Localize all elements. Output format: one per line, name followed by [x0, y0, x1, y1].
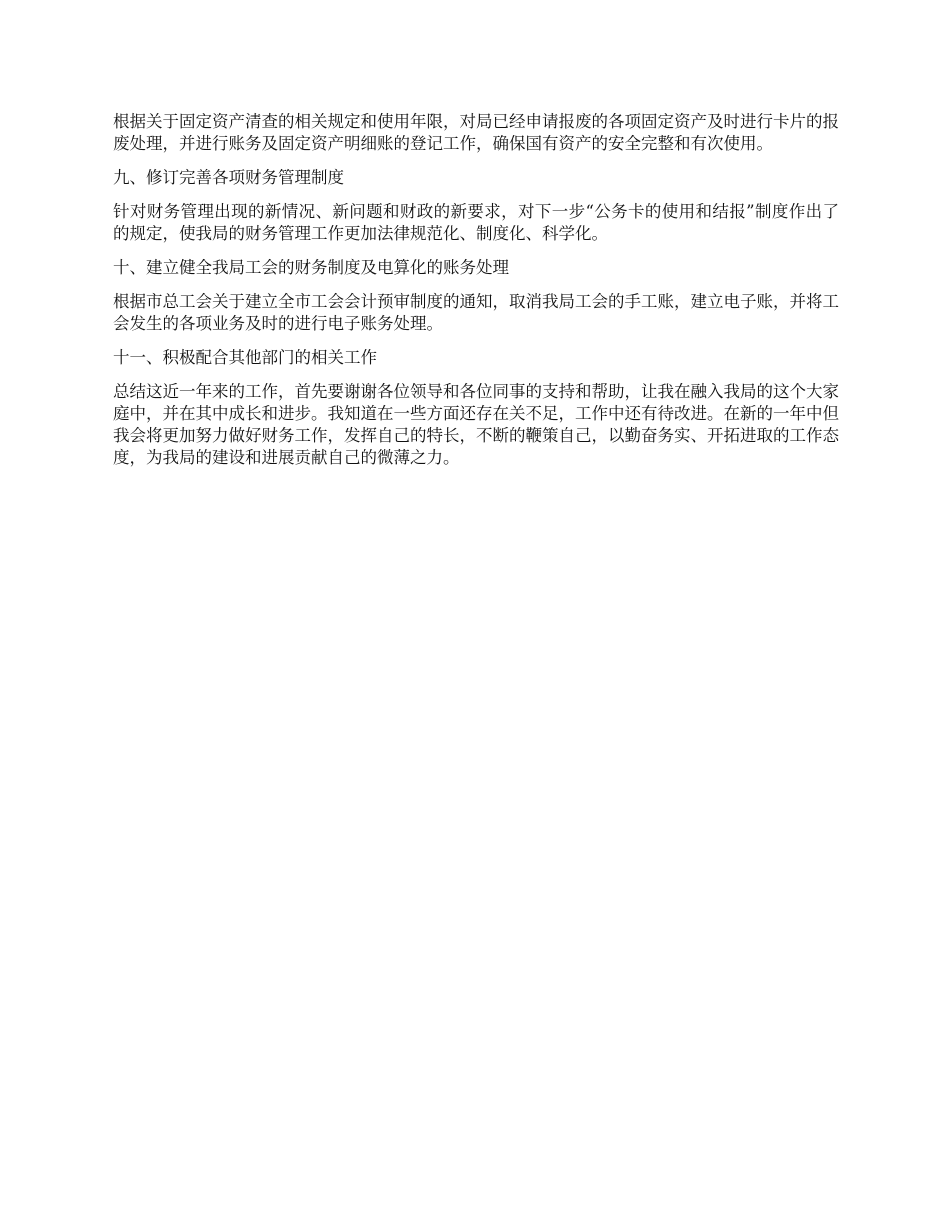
paragraph-union-accounts: 根据市总工会关于建立全市工会会计预审制度的通知，取消我局工会的手工账，建立电子账，并将工会发生的各项业务及时的进行电子账务处理。 — [113, 292, 839, 333]
paragraph-summary: 总结这近一年来的工作，首先要谢谢各位领导和各位同事的支持和帮助，让我在融入我局的这个大家庭中，并在其中成长和进步。我知道在一些方面还存在关不足，工作中还有待改进。在新的一年中但我会将更加努力做好财务工作，发挥自己的特长，不断的鞭策自己，以勤奋务实、开拓进取的工作态度，为我局的建设和进展贡献自己的微薄之力。 — [113, 382, 839, 467]
section-heading-9: 九、修订完善各项财务管理制度 — [113, 168, 344, 187]
document-body — [113, 111, 839, 481]
paragraph-asset-disposal: 根据关于固定资产清查的相关规定和使用年限，对局已经申请报废的各项固定资产及时进行卡片的报废处理，并进行账务及固定资产明细账的登记工作，确保国有资产的安全完整和有次使用。 — [113, 112, 839, 153]
paragraph-financial-rules: 针对财务管理出现的新情况、新问题和财政的新要求，对下一步“公务卡的使用和结报”制度作出了的规定，使我局的财务管理工作更加法律规范化、制度化、科学化。 — [113, 202, 839, 243]
section-heading-11: 十一、积极配合其他部门的相关工作 — [113, 348, 377, 367]
section-heading-10: 十、建立健全我局工会的财务制度及电算化的账务处理 — [113, 258, 509, 277]
